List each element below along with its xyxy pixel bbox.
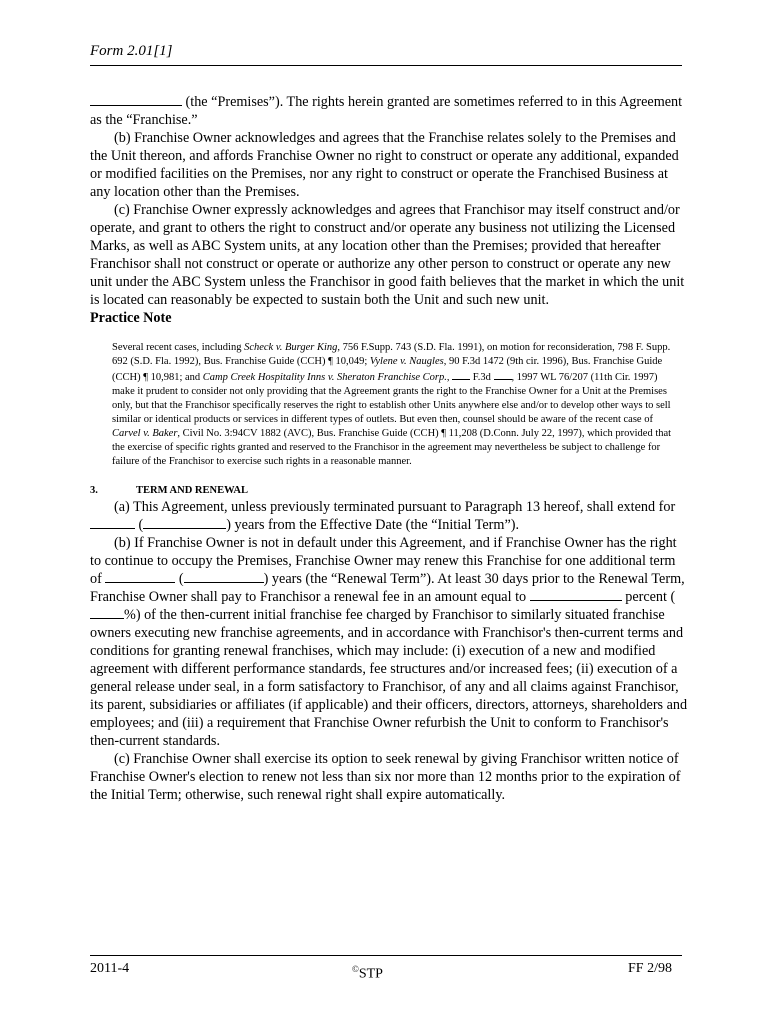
practice-note-heading: Practice Note (90, 310, 172, 326)
case-camp-creek: Camp Creek Hospitality Inns v. Sheraton Franchise Corp. (202, 372, 447, 383)
case-scheck: Scheck v. Burger King (244, 342, 338, 353)
footer-rule (90, 955, 682, 956)
copyright-mark: © (352, 964, 359, 974)
practice-note-text: Several recent cases, including Scheck v. Burger King, 756 F.Supp. 743 (S.D. Fla. 1991), on motion for reconsideration, 798 F. Supp. 692 (S.D. Fla. 1992), Bus. Franchise Guide (CCH) ¶ 10,049; Vylene v. Naugles, 90 F.3d 1472 (9th cir. 1996), Bus. Franchise Guide (CCH) ¶ 10,981; and Camp Creek Hospitality Inns v. Sheraton Franchise Corp., F.3d , 1997 WL 76/207 (11th Cir. 1997) make it prudent to consider not only providing that the Agreement grants the right to the Franchise Owner for a Unit at the Premises only, but that the Franchisor specifically reserves the right to establish other Units anywhere else and/or to develop other ways to sell similar or identical products or services in different types of outlets. But even then, counsel should be aware of the recent case of Carvel v. Baker, Civil No. 3:94CV 1882 (AVC), Bus. Franchise Guide (CCH) ¶ 11,208 (D.Conn. July 22, 1997), which provided that the exercise of specific rights granted and reserved to the Franchisor in the agreement may nevertheless be subject to challenge for failure of the Franchisor to exercise such rights in a reasonable manner. (112, 342, 672, 467)
volume-blank (452, 369, 470, 380)
paragraph-c: (c) Franchise Owner expressly acknowledges and agrees that Franchisor may itself construct and/or operate, and grant to others the right to construct and/or operate any business not utilizing the Licensed Marks, as well as ABC System units, at any location other than the Premises; provided that hereafter Franchisor shall not construct or operate or authorize any other person to construct or operate any new unit under the ABC System unless the Franchisor in good faith believes that the market in which the unit is located can reasonably be expected to sustain both the Unit and such new unit. (90, 202, 685, 308)
footer-center: ©STP (352, 964, 383, 982)
premises-blank (90, 93, 182, 106)
header-rule (90, 65, 682, 66)
section-title: TERM AND RENEWAL (136, 485, 249, 496)
section-para-b: (b) If Franchise Owner is not in default under this Agreement, and if Franchise Owner has the right to continue to occupy the Premises, Franchise Owner may renew this Franchise for one additional term of ( ) years (the “Renewal Term”). At least 30 days prior to the Renewal Term, Franchise Owner shall pay to Franchisor a renewal fee in an amount equal to percent (%) of the then-current initial franchise fee charged by Franchisor to similarly situated franchise owners executing new franchise agreements, and in accordance with Franchisor's then-current terms and conditions for granting renewal franchises, which may include: (i) execution of a new and modified agreement with different performance standards, fee structures and/or increased fees; (ii) execution of a general release under seal, in a form satisfactory to Franchisor, of any and all claims against Franchisor, its parent, subsidiaries or affiliates (if applicable) and their officers, directors, attorneys, shareholders and employees; and (iii) a requirement that Franchise Owner refurbish the Unit to conform to Franchisor's then-current standards. (90, 535, 688, 749)
form-label: Form 2.01[1] (90, 43, 173, 59)
case-carvel: Carvel v. Baker (112, 428, 178, 439)
paragraph-b: (b) Franchise Owner acknowledges and agrees that the Franchise relates solely to the Premises and the Unit thereon, and affords Franchise Owner no right to construct or operate any additional, expanded or modified facilities on the Premises, nor any right to construct or operate the Franchised Business at any location other than the Premises. (90, 130, 679, 200)
section-heading (90, 484, 690, 498)
section-years-line: ( ) years from the Effective Date (the “Initial Term”). (90, 516, 690, 534)
page-blank (494, 369, 512, 380)
document-body (90, 93, 690, 804)
case-vylene: Vylene v. Naugles (369, 356, 444, 367)
footer-left: 2011-4 (90, 961, 130, 976)
section-number: 3. (90, 485, 98, 496)
section-para-a: (a) This Agreement, unless previously terminated pursuant to Paragraph 13 hereof, shall extend for (114, 499, 676, 515)
section-para-c: (c) Franchise Owner shall exercise its option to seek renewal by giving Franchisor written notice of Franchise Owner's election to renew not less than six nor more than 12 months prior to the expiration of the Initial Term; otherwise, such renewal right shall expire automatically. (90, 751, 681, 803)
footer-right: FF 2/98 (628, 961, 672, 976)
premises-paragraph: (the “Premises”). The rights herein granted are sometimes referred to in this Agreement as the “Franchise.” (90, 94, 683, 128)
